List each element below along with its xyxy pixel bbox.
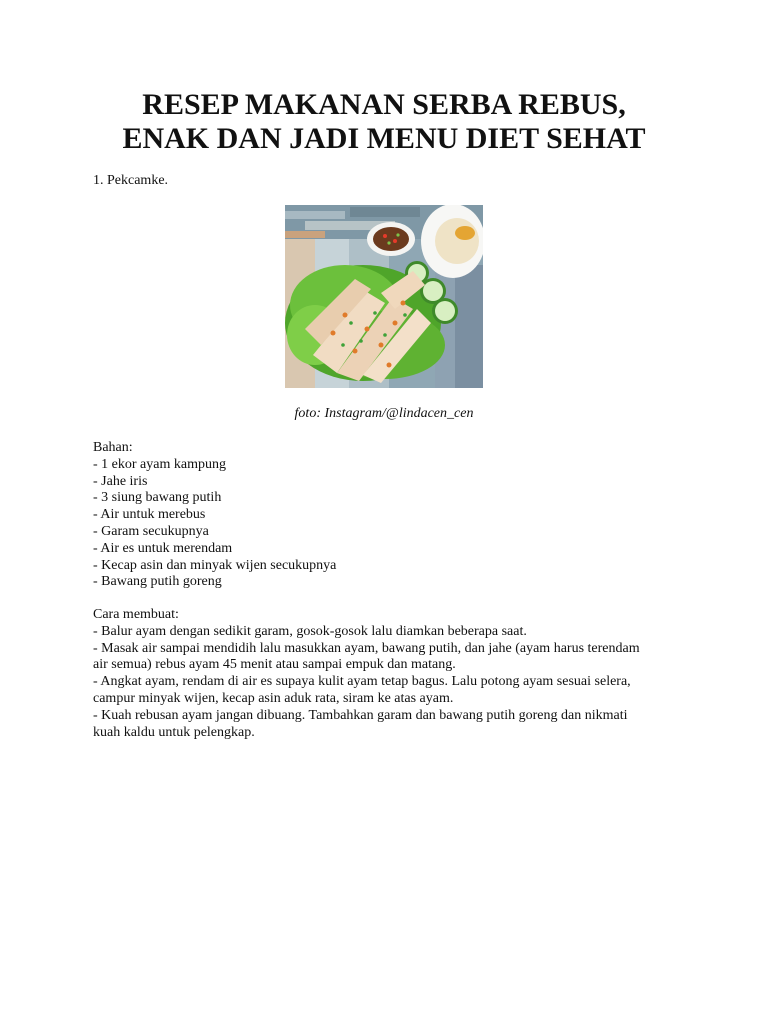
ingredient-item: - Air es untuk merendam [93, 540, 233, 556]
ingredient-item: - Bawang putih goreng [93, 574, 222, 590]
ingredient-item: - Garam secukupnya [93, 523, 209, 539]
step-item: - Angkat ayam, rendam di air es supaya kulit ayam tetap bagus. Lalu potong ayam sesuai selera, campur minyak wijen, kecap asin aduk rata, siram ke atas ayam. [93, 674, 631, 706]
step-item: - Kuah rebusan ayam jangan dibuang. Tambahkan garam dan bawang putih goreng dan nikmati kuah kaldu untuk pelengkap. [93, 707, 628, 740]
title-line-2: ENAK DAN JADI MENU DIET SEHAT [122, 122, 646, 155]
ingredients-list [93, 457, 683, 591]
step-item: - Balur ayam dengan sedikit garam, gosok-gosok lalu diamkan beberapa saat. [93, 623, 527, 639]
step-item: - Masak air sampai mendidih lalu masukkan ayam, bawang putih, dan jahe (ayam harus terendam air semua) rebus ayam 45 menit atau sampai empuk dan matang. [93, 640, 640, 673]
ingredients-label: Bahan: [93, 440, 133, 455]
photo-caption: foto: Instagram/@lindacen_cen [294, 406, 474, 421]
ingredient-item: - Jahe iris [93, 473, 148, 489]
steps-list [93, 624, 653, 742]
document-title [60, 88, 708, 156]
ingredient-item: - 3 siung bawang putih [93, 490, 222, 506]
ingredient-item: - Air untuk merebus [93, 507, 206, 523]
steps-label: Cara membuat: [93, 607, 179, 622]
ingredient-item: - 1 ekor ayam kampung [93, 456, 226, 472]
title-line-1: RESEP MAKANAN SERBA REBUS, [142, 88, 626, 121]
ingredient-item: - Kecap asin dan minyak wijen secukupnya [93, 557, 337, 573]
ingredients-section [93, 440, 683, 591]
recipe-heading: 1. Pekcamke. [93, 173, 169, 188]
recipe-photo [285, 205, 483, 388]
steps-section [93, 607, 653, 741]
